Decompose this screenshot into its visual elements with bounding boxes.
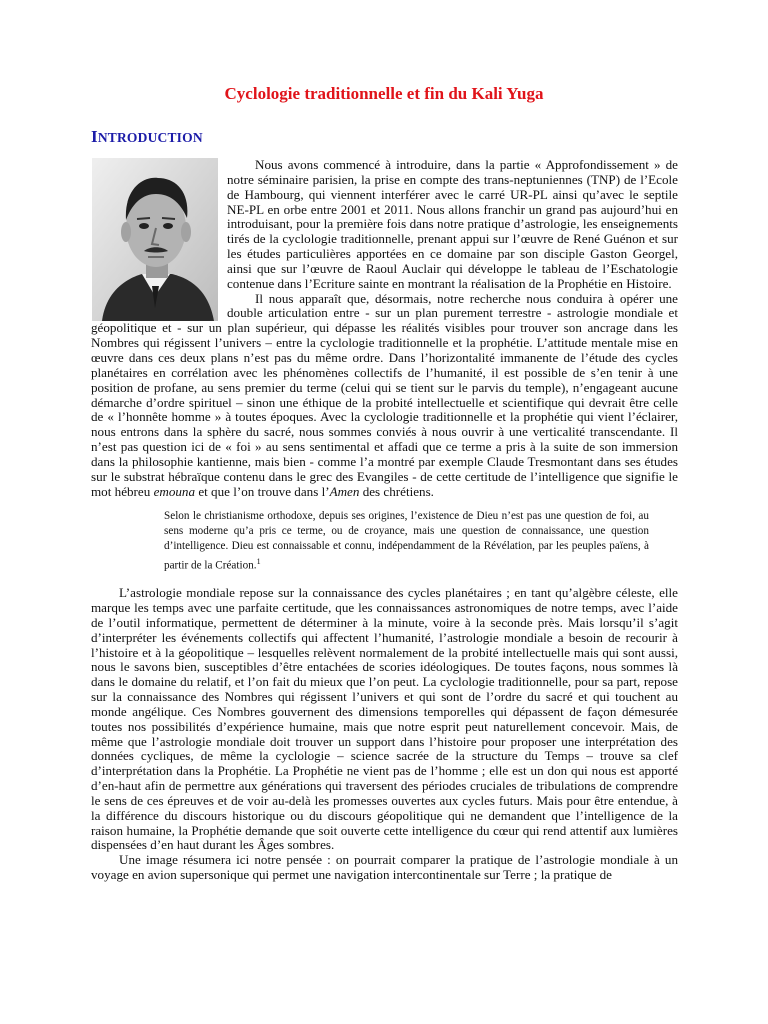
term-emouna: emouna — [153, 483, 196, 499]
quote-text: Selon le christianisme orthodoxe, depuis ses origines, l’existence de Dieu n’est pas une question de foi, au sens moderne qu’a pris ce terme, ou de croyance, mais une question de connaissance, une question d’intelligence. Dieu est connaissable et connu, indépendamment de la Révélation, par les peuples païens, à partir de la Création. — [164, 510, 649, 573]
footnote-marker[interactable]: 1 — [256, 557, 261, 567]
paragraph-2-text-b: et que l’on trouve dans l’ — [198, 483, 330, 499]
heading-initial: I — [91, 127, 98, 146]
paragraph-2-text-c: des chrétiens. — [362, 483, 434, 499]
article-body — [91, 158, 678, 883]
document-title: Cyclologie traditionnelle et fin du Kali Yuga — [224, 84, 544, 103]
portrait-spacer — [91, 158, 227, 321]
paragraph-2-text-a: Il nous apparaît que, désormais, notre recherche nous conduira à opérer une double articulation entre - sur un plan purement terrestre - astrologie mondiale et géopolitique et - sur un plan supérieur, qui dépasse les réalités visibles pour trouver son ancrage dans les Nombres qui régissent l’univers – entre la cyclologie traditionnelle et la prophétie. L’attitude mentale mise en œuvre dans ces deux plans n’est pas du même ordre. Dans l’horizontalité immanente de l’étude des cycles planétaires en corrélation avec les phénomènes collectifs de l’humanité, il est possible de s’en tenir à une position de profane, au sens premier du terme (celui qui se tient sur le parvis du temple), n’engageant aucune démarche d’ordre spirituel – sinon une éthique de la probité intellectuelle et scientifique qui devrait être celle de « l’honnête homme » à toutes époques. Avec la cyclologie traditionnelle et la prophétie qui vient l’éclairer, nous entrons dans la sphère du sacré, nous sommes conviés à nous ouvrir à une verticalité transcendante. Il n’est pas question ici de « foi » au sens sentimental et affadi que ce terme a pris à la suite de son immersion dans la philosophie kantienne, mais bien - comme l’a montré par exemple Claude Tresmontant dans ses études sur le substrat hébraïque contenu dans le grec des Evangiles - de cette certitude de l’intelligence que signifie le mot hébreu — [91, 290, 678, 499]
heading-rest: NTRODUCTION — [97, 130, 203, 145]
block-quote — [164, 509, 649, 574]
paragraph-3: L’astrologie mondiale repose sur la connaissance des cycles planétaires ; en tant qu’algèbre céleste, elle marque les temps avec une parfaite certitude, que les connaissances astronomiques de notre temps, avec l’aide de l’outil informatique, permettent de déterminer à la minute, voire à la seconde près. Mais lorsqu’il s’agit d’interpréter les événements collectifs qui affectent l’humanité, l’astrologie mondiale a besoin de recourir à l’histoire et à la géopolitique – lesquelles relèvent normalement de la probité intellectuelle mais qui sont aussi, nous le savons bien, susceptibles d’être entachées de scories idéologiques. De toutes façons, nous sommes là dans le domaine du relatif, et l’on fait du mieux que l’on peut. La cyclologie traditionnelle, pour sa part, repose sur la connaissance des Nombres qui régissent l’univers et qui sont de l’ordre du sacré et qui touchent au monde angélique. Ces Nombres gouvernent des dimensions temporelles qui dépassent de façon démesurée toutes nos possibilités d’expérience humaine, mais que notre esprit peut naturellement concevoir. Mais, de même que l’astrologie mondiale doit trouver un support dans l’histoire pour proposer une interprétation des données cycliques, de même la cyclologie – science sacrée de la structure du Temps – trouve sa clef d’interprétation dans la Prophétie. La Prophétie ne vient pas de l’homme ; elle est un don qui nous est apporté d’en-haut afin de permettre aux générations qui traversent des périodes cruciales de tribulations de comprendre le sens de ces épreuves et de voir au-delà les promesses ouvertes aux cycles futurs. Mais pour être entendue, à la différence du discours historique ou du discours géopolitique qui ne demandent que l’intelligence de la raison humaine, la Prophétie demande que soit ouverte cette intelligence du cœur qui rend attentif aux lumières dispensées d’en haut durant les Âges sombres. — [91, 585, 678, 853]
section-heading — [91, 127, 203, 147]
term-amen: Amen — [329, 483, 360, 499]
paragraph-1: Nous avons commencé à introduire, dans la partie « Approfondissement » de notre séminaire parisien, la prise en compte des trans-neptuniennes (TNP) de l’Ecole de Hambourg, qui viennent interférer avec le carré UR-PL ainsi qu’avec le septile NE-PL en orbe entre 2001 et 2011. Nous allons franchir un grand pas aujourd’hui en introduisant, pour la première fois dans notre pratique d’astrologie, les enseignements tirés de la cyclologie traditionnelle, prenant appui sur l’œuvre de René Guénon et sur les études particulières apportées en ce domaine par son disciple Gaston Georgel, ainsi que sur l’œuvre de Raoul Auclair qui développe le tableau de l’Eschatologie contenue dans l’Ecriture sainte en montrant la réalisation de la Prophétie en Histoire. — [227, 157, 678, 291]
paragraph-4: Une image résumera ici notre pensée : on pourrait comparer la pratique de l’astrologie mondiale à un voyage en avion supersonique qui permet une navigation intercontinentale sur Terre ; la pratique de — [91, 852, 678, 883]
paragraph-2 — [91, 292, 678, 500]
